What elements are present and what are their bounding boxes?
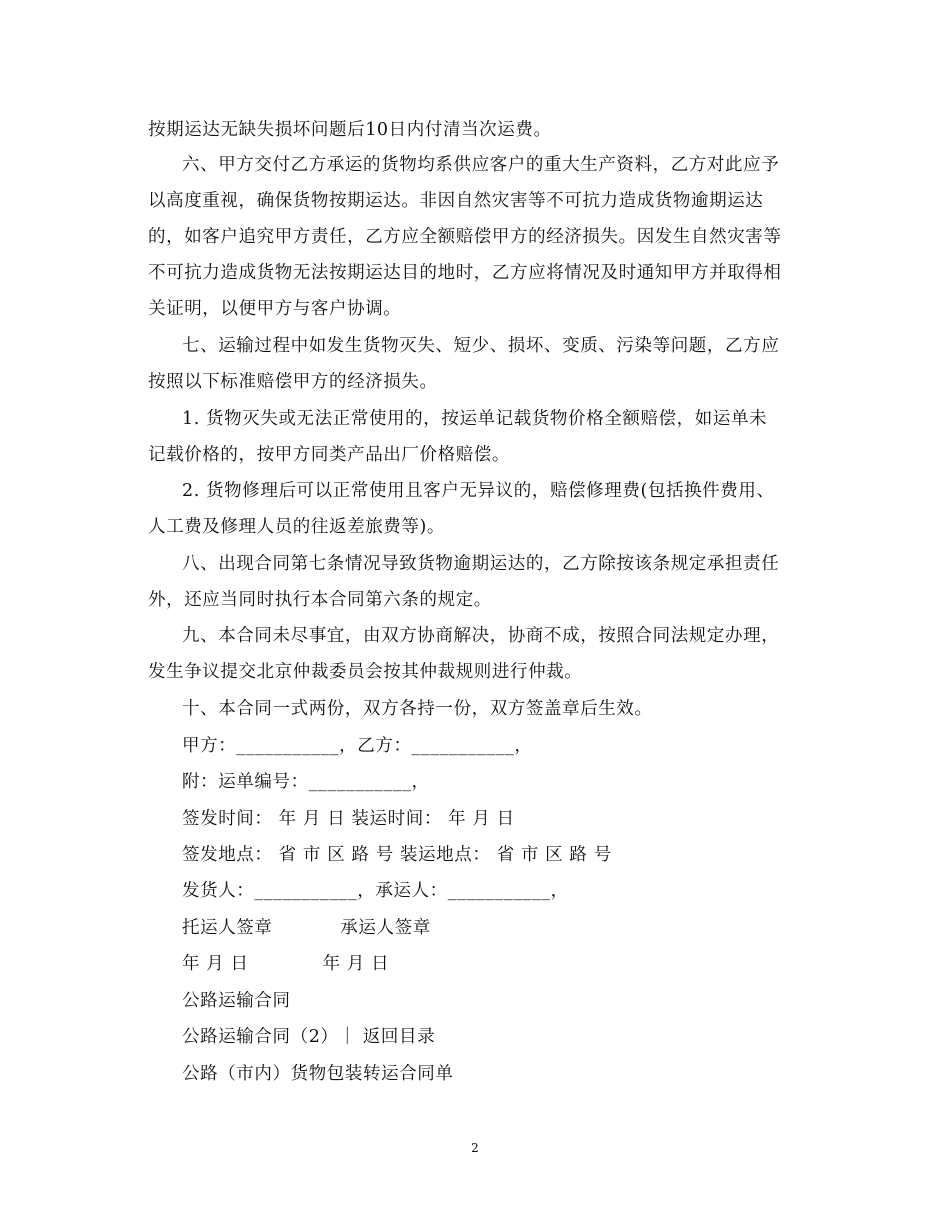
page-number: 2 xyxy=(471,1141,479,1155)
text-line: 关证明，以便甲方与客户协调。 xyxy=(148,299,402,319)
clause-7-line: 七、运输过程中如发生货物灭失、短少、损坏、变质、污染等问题，乙方应 xyxy=(182,336,780,356)
seal-line: 托运人签章 承运人签章 xyxy=(182,918,431,938)
clause-9-line: 九、本合同未尽事宜，由双方协商解决，协商不成，按照合同法规定办理， xyxy=(182,626,780,646)
item-1-line: 1. 货物灭失或无法正常使用的，按运单记载货物价格全额赔偿，如运单未 xyxy=(182,409,768,429)
clause-8-line: 八、出现合同第七条情况导致货物逾期运达的，乙方除按该条规定承担责任 xyxy=(182,554,780,574)
text-line: 不可抗力造成货物无法按期运达目的地时，乙方应将情况及时通知甲方并取得相 xyxy=(148,263,782,283)
text-line: 以高度重视，确保货物按期运达。非因自然灾害等不可抗力造成货物逾期运达 xyxy=(148,191,764,211)
issue-location-line: 签发地点： 省 市 区 路 号 装运地点： 省 市 区 路 号 xyxy=(182,845,612,865)
related-link[interactable]: 公路（市内）货物包装转运合同单 xyxy=(182,1064,454,1084)
clause-10-line: 十、本合同一式两份，双方各持一份，双方签盖章后生效。 xyxy=(182,699,653,719)
text-line: 按期运达无缺失损坏问题后10日内付清当次运费。 xyxy=(148,120,552,140)
text-line: 外，还应当同时执行本合同第六条的规定。 xyxy=(148,590,492,610)
seal-date-line: 年 月 日 年 月 日 xyxy=(182,954,390,974)
issue-time-line: 签发时间： 年 月 日 装运时间： 年 月 日 xyxy=(182,809,515,829)
text-line: 人工费及修理人员的往返差旅费等)。 xyxy=(148,517,446,537)
text-line: 按照以下标准赔偿甲方的经济损失。 xyxy=(148,372,438,392)
item-2-line: 2. 货物修理后可以正常使用且客户无异议的，赔偿修理费(包括换件费用、 xyxy=(182,481,775,501)
related-link[interactable]: 公路运输合同 xyxy=(182,991,291,1011)
text-line: 记载价格的，按甲方同类产品出厂价格赔偿。 xyxy=(148,445,510,465)
party-signature-line: 甲方：___________，乙方：___________， xyxy=(182,736,533,756)
waybill-number-line: 附：运单编号：___________， xyxy=(182,772,430,792)
related-link[interactable]: 公路运输合同（2）｜ 返回目录 xyxy=(182,1027,436,1047)
text-line: 发生争议提交北京仲裁委员会按其仲裁规则进行仲裁。 xyxy=(148,662,583,682)
text-line: 的，如客户追究甲方责任，乙方应全额赔偿甲方的经济损失。因发生自然灾害等 xyxy=(148,227,782,247)
clause-6-line: 六、甲方交付乙方承运的货物均系供应客户的重大生产资料，乙方对此应予 xyxy=(182,155,780,175)
shipper-carrier-line: 发货人：___________，承运人：___________， xyxy=(182,881,569,901)
